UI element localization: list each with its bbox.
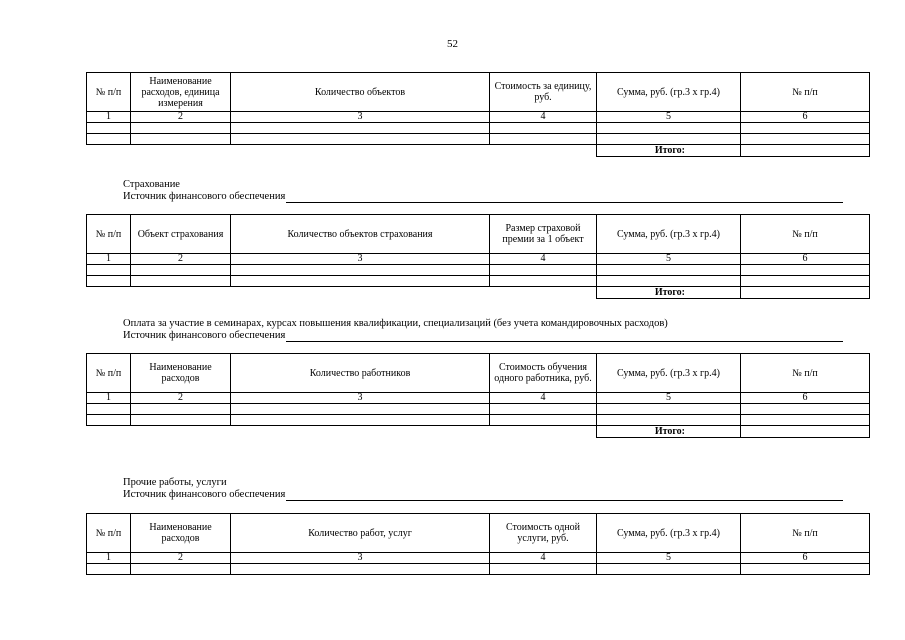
header-cell: Наименование расходов [131,514,231,553]
column-number: 2 [131,393,231,404]
header-cell: № п/п [741,354,870,393]
header-cell: № п/п [87,514,131,553]
total-row [87,145,870,157]
header-cell: № п/п [741,215,870,254]
column-number: 2 [131,254,231,265]
expenses-table [86,72,870,157]
table-row [87,415,870,426]
total-value-cell [741,426,870,438]
header-cell: Сумма, руб. (гр.3 х гр.4) [597,514,741,553]
column-number: 3 [231,112,490,123]
column-number-row [87,254,870,265]
table-row [87,134,870,145]
total-label: Итого: [597,426,741,438]
column-number: 5 [597,553,741,564]
total-value-cell [741,287,870,299]
header-cell: Количество объектов [231,73,490,112]
header-cell: Размер страховой премии за 1 объект [490,215,597,254]
funding-source-line [123,191,843,203]
insurance-table [86,214,870,299]
funding-source-line [123,330,843,342]
total-row [87,426,870,438]
header-cell: Объект страхования [131,215,231,254]
section-title-other-services: Прочие работы, услуги [123,477,227,488]
table-row [87,265,870,276]
header-cell: Наименование расходов, единица измерения [131,73,231,112]
funding-source-label: Источник финансового обеспечения [123,489,286,500]
column-number: 6 [741,112,870,123]
header-cell: № п/п [741,514,870,553]
header-cell: № п/п [87,215,131,254]
funding-source-label: Источник финансового обеспечения [123,191,286,202]
column-number-row [87,112,870,123]
column-number: 2 [131,553,231,564]
header-cell: № п/п [741,73,870,112]
header-cell: Стоимость одной услуги, руб. [490,514,597,553]
table-header-row [87,215,870,254]
other-services-table [86,513,870,575]
section-title-insurance: Страхование [123,179,180,190]
total-value-cell [741,145,870,157]
column-number: 5 [597,112,741,123]
column-number: 1 [87,254,131,265]
column-number: 4 [490,254,597,265]
header-cell: № п/п [87,354,131,393]
header-cell: Сумма, руб. (гр.3 х гр.4) [597,354,741,393]
table-header-row [87,354,870,393]
header-cell: Стоимость обучения одного работника, руб. [490,354,597,393]
header-cell: Сумма, руб. (гр.3 х гр.4) [597,73,741,112]
table-row [87,564,870,575]
funding-source-label: Источник финансового обеспечения [123,330,286,341]
header-cell: Количество работников [231,354,490,393]
column-number: 5 [597,254,741,265]
column-number: 2 [131,112,231,123]
column-number: 1 [87,112,131,123]
table-row [87,276,870,287]
header-cell: Стоимость за единицу, руб. [490,73,597,112]
column-number: 6 [741,254,870,265]
table-row [87,404,870,415]
column-number: 4 [490,112,597,123]
column-number: 3 [231,254,490,265]
header-cell: Сумма, руб. (гр.3 х гр.4) [597,215,741,254]
column-number-row [87,393,870,404]
total-label: Итого: [597,287,741,299]
table-header-row [87,514,870,553]
total-row [87,287,870,299]
table-row [87,123,870,134]
column-number: 6 [741,393,870,404]
page-number: 52 [447,38,458,50]
column-number: 1 [87,553,131,564]
column-number: 3 [231,553,490,564]
header-cell: № п/п [87,73,131,112]
column-number: 1 [87,393,131,404]
column-number: 6 [741,553,870,564]
column-number: 4 [490,393,597,404]
header-cell: Количество объектов страхования [231,215,490,254]
table-header-row [87,73,870,112]
column-number: 3 [231,393,490,404]
training-table [86,353,870,438]
column-number: 4 [490,553,597,564]
column-number: 5 [597,393,741,404]
funding-source-line [123,489,843,501]
total-label: Итого: [597,145,741,157]
header-cell: Наименование расходов [131,354,231,393]
section-title-seminars: Оплата за участие в семинарах, курсах повышения квалификации, специализаций (без учета командировочных расходов) [123,318,668,329]
header-cell: Количество работ, услуг [231,514,490,553]
column-number-row [87,553,870,564]
